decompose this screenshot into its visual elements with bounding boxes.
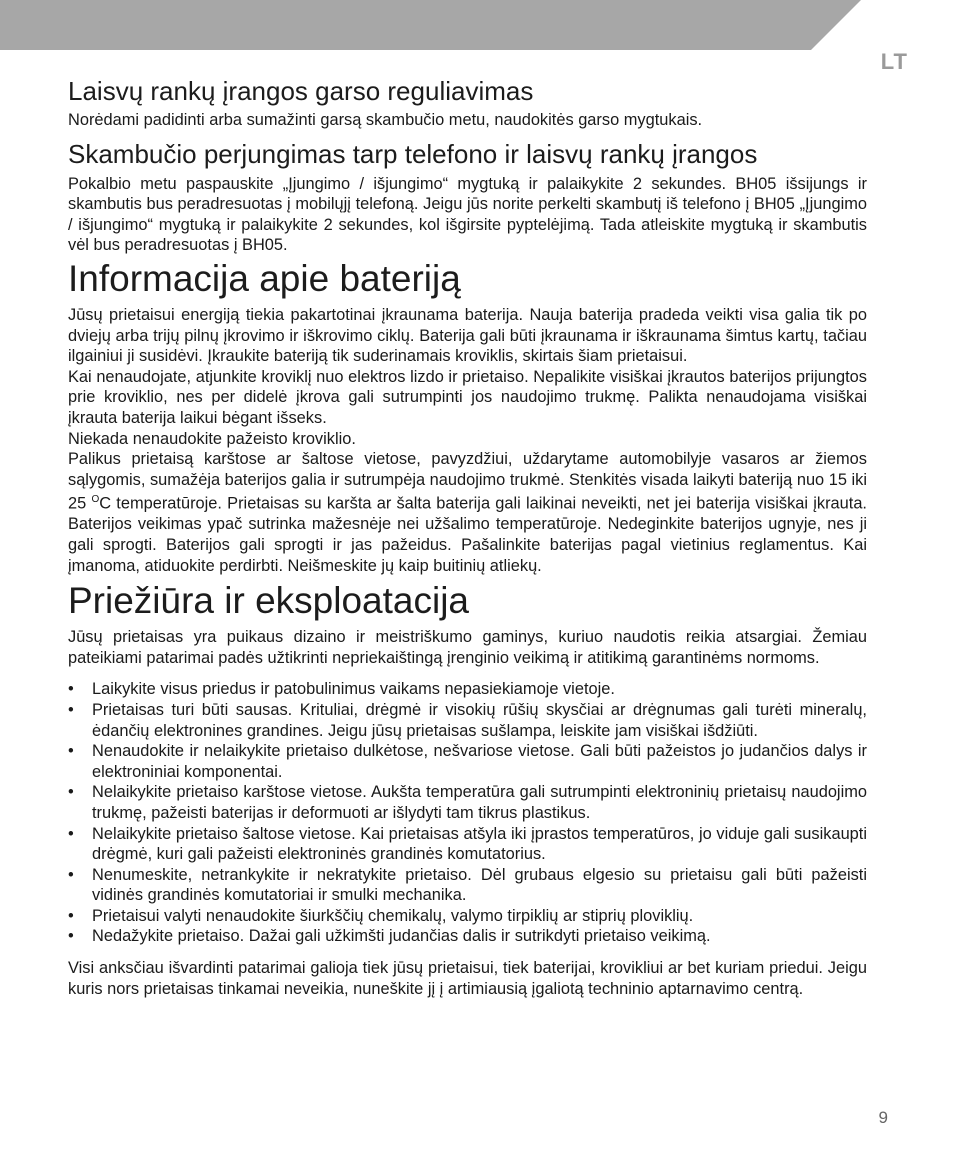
- battery-paragraph-4: [68, 449, 867, 576]
- care-intro: Jūsų prietaisas yra puikaus dizaino ir meistriškumo gaminys, kuriuo naudotis reikia atsargiai. Žemiau pateikiami patarimai padės užtikrinti nepriekaištingą įrenginio veikimą ir atitikimą garantinėms normoms.: [68, 628, 867, 667]
- care-bullet: • Nenumeskite, netrankykite ir nekratykite prietaiso. Dėl grubaus elgesio su prietaisu gali būti pažeisti vidinės grandinės komutatoriai ir smulki mechanika.: [68, 865, 867, 905]
- bullet-marker: •: [68, 742, 74, 761]
- page-number: 9: [878, 1108, 888, 1127]
- degree-mark: O: [91, 494, 100, 506]
- page-content: [68, 74, 867, 999]
- care-bullet: • Nenaudokite ir nelaikykite prietaiso dulkėtose, nešvariose vietose. Gali būti pažeistos jo judančios dalys ir elektroniniai komponentai.: [68, 742, 867, 781]
- language-code: LT: [880, 49, 908, 74]
- switching-heading: Skambučio perjungimas tarp telefono ir laisvų rankų įrangos: [68, 138, 758, 169]
- volume-text: Norėdami padidinti arba sumažinti garsą skambučio metu, naudokitės garso mygtukais.: [68, 111, 703, 129]
- battery-paragraph-1: Jūsų prietaisui energiją tiekia pakartotinai įkraunama baterija. Nauja baterija pradeda veikti visa galia tik po dviejų arba trijų pilnų įkrovimo ir iškrovimo ciklų. Baterija gali būti įkraunama ir iškraunama šimtus kartų, tačiau ilgainiui ji susidėvi. Įkraukite bateriją tik suderinamais kroviklis, skirtais šiam prietaisui.: [68, 305, 867, 366]
- care-closing: Visi anksčiau išvardinti patarimai galioja tiek jūsų prietaisui, tiek baterijai, krovikliui ar bet kuriam priedui. Jeigu kuris nors prietaisas tinkamai neveikia, nuneškite jį į artimiausią įgaliotą techninio aptarnavimo centrą.: [68, 959, 867, 998]
- care-bullet: • Nelaikykite prietaiso šaltose vietose. Kai prietaisas atšyla iki įprastos temperatūros, jo viduje gali susikaupti drėgmė, kuri gali pažeisti elektroninės grandinės komutatorius.: [68, 824, 867, 864]
- bullet-marker: •: [68, 783, 74, 802]
- care-heading: Priežiūra ir eksploatacija: [68, 580, 470, 622]
- bullet-marker: •: [68, 680, 74, 699]
- bullet-marker: •: [68, 906, 74, 925]
- header-bar: [0, 0, 954, 50]
- care-bullet-list: [68, 679, 867, 947]
- volume-heading: Laisvų rankų įrangos garso reguliavimas: [68, 76, 534, 106]
- battery-paragraph-2: Kai nenaudojate, atjunkite kroviklį nuo elektros lizdo ir prietaiso. Nepalikite visiškai įkrautos baterijos prijungtos prie kroviklio, nes per didelė įkrova gali sutrumpinti jos naudojimo trukmę. Palikta nenaudojama visiškai įkrauta baterija laikui bėgant išseks.: [68, 367, 867, 427]
- care-bullet: • Nelaikykite prietaiso karštose vietose. Aukšta temperatūra gali sutrumpinti elektroninių prietaisų naudojimo trukmę, pažeisti baterijas ir deformuoti ar išlydyti tam tikrus plastikus.: [68, 783, 867, 822]
- battery-p4-start: Palikus prietaisą karštose ar šaltose vietose, pavyzdžiui, uždarytame automobilyje vasaros ar žiemos sąlygomis, sumažėja baterijos galia ir sutrumpėja naudojimo trukmė. Stenkitės visada laikyti bateriją nuo 15 iki 25: [68, 450, 867, 513]
- switching-text: Pokalbio metu paspauskite „Įjungimo / išjungimo“ mygtuką ir palaikykite 2 sekundes. BH05 išsijungs ir skambutis bus peradresuotas į mobilųjį telefoną. Jeigu jūs norite perkelti skambutį iš telefono į BH05 „Įjungimo / išjungimo“ mygtuką ir palaikykite 2 sekundes, kol išgirsite pyptelėjimą. Tada atleiskite mygtuką ir skambutis vėl bus peradresuotas į BH05.: [68, 174, 867, 255]
- bullet-marker: •: [68, 927, 74, 946]
- care-bullet: • Prietaisas turi būti sausas. Krituliai, drėgmė ir visokių rūšių skysčiai ar drėgnumas gali turėti mineralų, ėdančių elektronines grandines. Jeigu jūsų prietaisas sušlampa, leiskite jam visiškai išdžiūti.: [68, 700, 867, 740]
- battery-paragraph-3: Niekada nenaudokite pažeisto kroviklio.: [68, 429, 356, 448]
- battery-heading: Informacija apie bateriją: [68, 257, 461, 299]
- bullet-marker: •: [68, 824, 74, 843]
- battery-p4-end: C temperatūroje. Prietaisas su karšta ar šalta baterija gali laikinai neveikti, net jei baterija visiškai įkrauta. Baterijos veikimas ypač sutrinka mažesnėje nei užšalimo temperatūroje. Nedeginkite baterijos ugnyje, nes ji gali sprogti. Baterijos gali sprogti ir jas pažeidus. Pašalinkite baterijas pagal vietinius reglamentus. Kai įmanoma, atiduokite perdirbti. Neišmeskite jų kaip buitinių atliekų.: [68, 494, 867, 575]
- care-bullet: • Nedažykite prietaiso. Dažai gali užkimšti judančias dalis ir sutrikdyti prietaiso veikimą.: [68, 927, 711, 946]
- care-bullet: • Prietaisui valyti nenaudokite šiurkščių chemikalų, valymo tirpiklių ar stiprių ploviklių.: [68, 906, 694, 925]
- bullet-marker: •: [68, 865, 74, 884]
- bullet-marker: •: [68, 700, 74, 719]
- care-bullet: • Laikykite visus priedus ir patobulinimus vaikams nepasiekiamoje vietoje.: [68, 680, 615, 699]
